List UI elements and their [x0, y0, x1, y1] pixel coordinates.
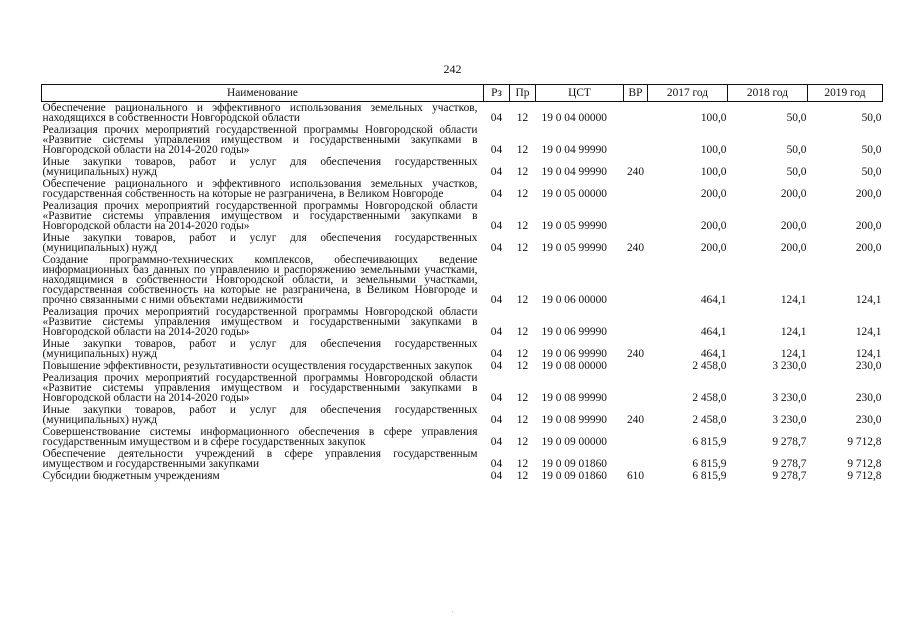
- cell-2017: 6 815,9: [692, 470, 727, 482]
- cell-pr: 12: [516, 242, 529, 254]
- table-body: [42, 102, 883, 483]
- cell-2017: 2 458,0: [692, 360, 727, 372]
- cell-cst: 19 0 05 99990: [541, 220, 607, 232]
- cell-2017: 200,0: [700, 242, 727, 254]
- cell-2017: 6 815,9: [692, 436, 727, 448]
- cell-rz: 04: [490, 294, 503, 306]
- cell-2018: 3 230,0: [772, 414, 807, 426]
- cell-rz: 04: [490, 144, 503, 156]
- cell-rz: 04: [490, 166, 503, 178]
- cell-2019: 50,0: [861, 144, 882, 156]
- cell-2017: 464,1: [700, 326, 727, 338]
- cell-rz: 04: [490, 242, 503, 254]
- footer-dot: [452, 611, 453, 612]
- cell-2017: 6 815,9: [692, 458, 727, 470]
- cell-cst: 19 0 05 00000: [541, 188, 607, 200]
- table-row: [42, 232, 883, 254]
- cell-pr: 12: [516, 294, 529, 306]
- cell-2017: 100,0: [700, 166, 727, 178]
- header-2017: 2017 год: [648, 85, 728, 102]
- cell-cst: 19 0 06 00000: [541, 294, 607, 306]
- cell-2019: 9 712,8: [847, 470, 882, 482]
- cell-rz: 04: [490, 470, 503, 482]
- cell-2017: 200,0: [700, 188, 727, 200]
- cell-vr: [624, 102, 648, 125]
- cell-2017: 2 458,0: [692, 392, 727, 404]
- cell-cst: 19 0 04 99990: [541, 166, 607, 178]
- cell-pr: 12: [516, 166, 529, 178]
- table-row: [42, 178, 883, 200]
- cell-cst: 19 0 09 01860: [541, 458, 607, 470]
- cell-vr: [624, 200, 648, 232]
- cell-rz: 04: [490, 112, 503, 124]
- header-2019: 2019 год: [808, 85, 883, 102]
- cell-cst: 19 0 09 01860: [541, 470, 607, 482]
- cell-vr: 240: [626, 242, 645, 254]
- cell-pr: 12: [516, 348, 529, 360]
- cell-name: Реализация прочих мероприятий государственной программы Новгородской области «Развитие системы управления имуществом и государственными закупками в Новгородской области на 2014-2020 годы»: [42, 372, 478, 404]
- cell-rz: 04: [490, 188, 503, 200]
- cell-2018: 3 230,0: [772, 392, 807, 404]
- cell-2018: 50,0: [786, 166, 807, 178]
- cell-2019: 230,0: [855, 392, 882, 404]
- cell-rz: 04: [490, 458, 503, 470]
- cell-cst: 19 0 05 99990: [541, 242, 607, 254]
- cell-pr: 12: [516, 414, 529, 426]
- cell-name: Обеспечение рационального и эффективного использования земельных участков, государственная собственность на которые не разграничена, в Великом Новгороде: [42, 178, 478, 200]
- budget-table: [41, 84, 883, 482]
- cell-name: Реализация прочих мероприятий государственной программы Новгородской области «Развитие системы управления имуществом и государственными закупками в Новгородской области на 2014-2020 годы»: [42, 124, 478, 156]
- cell-name: Иные закупки товаров, работ и услуг для обеспечения государственных (муниципальных) нужд: [42, 404, 478, 426]
- header-vr: ВР: [624, 85, 648, 102]
- cell-2017: 200,0: [700, 220, 727, 232]
- cell-2017: 464,1: [700, 294, 727, 306]
- table-row: [42, 426, 883, 448]
- cell-vr: 240: [626, 414, 645, 426]
- cell-rz: 04: [490, 392, 503, 404]
- cell-rz: 04: [490, 348, 503, 360]
- cell-2019: 230,0: [855, 360, 882, 372]
- table-row: [42, 156, 883, 178]
- cell-rz: 04: [490, 436, 503, 448]
- cell-pr: 12: [516, 392, 529, 404]
- cell-cst: 19 0 04 00000: [541, 112, 607, 124]
- cell-vr: [624, 306, 648, 338]
- cell-pr: 12: [516, 458, 529, 470]
- cell-2019: 200,0: [855, 220, 882, 232]
- table-row: [42, 254, 883, 306]
- cell-2018: 9 278,7: [772, 458, 807, 470]
- cell-pr: 12: [516, 220, 529, 232]
- cell-2019: 230,0: [855, 414, 882, 426]
- cell-2018: 9 278,7: [772, 470, 807, 482]
- cell-2019: 9 712,8: [847, 436, 882, 448]
- cell-2018: 124,1: [780, 348, 807, 360]
- cell-2018: 50,0: [786, 144, 807, 156]
- cell-name: Создание программно-технических комплексов, обеспечивающих ведение информационных баз данных по управлению и распоряжению земельными участками, находящимися в собственности Новгородской области, и земельными участками, государственная собственность на которые не разграничена, в Великом Новгороде и прочно связанными с ними объектами недвижимости: [42, 254, 478, 306]
- cell-cst: 19 0 09 00000: [541, 436, 607, 448]
- cell-name: Иные закупки товаров, работ и услуг для обеспечения государственных (муниципальных) нужд: [42, 232, 478, 254]
- table-row: [42, 470, 883, 482]
- cell-2017: 2 458,0: [692, 414, 727, 426]
- cell-rz: 04: [490, 220, 503, 232]
- cell-rz: 04: [490, 360, 503, 372]
- cell-2018: 124,1: [780, 294, 807, 306]
- page-number: 242: [443, 62, 462, 76]
- cell-name: Обеспечение деятельности учреждений в сфере управления государственным имуществом и государственными закупками: [42, 448, 478, 470]
- header-row: [42, 85, 883, 102]
- cell-cst: 19 0 04 99990: [541, 144, 607, 156]
- cell-name: Обеспечение рационального и эффективного использования земельных участков, находящихся в собственности Новгородской области: [42, 102, 478, 124]
- cell-rz: 04: [490, 414, 503, 426]
- cell-vr: 240: [626, 348, 645, 360]
- cell-2019: 50,0: [861, 166, 882, 178]
- header-rz: Рз: [484, 85, 510, 102]
- cell-2018: 200,0: [780, 242, 807, 254]
- cell-vr: 240: [626, 166, 645, 178]
- header-cst: ЦСТ: [536, 85, 624, 102]
- cell-2018: 200,0: [780, 188, 807, 200]
- cell-vr: [624, 124, 648, 156]
- cell-2017: 100,0: [700, 144, 727, 156]
- cell-2019: 200,0: [855, 188, 882, 200]
- header-name: Наименование: [42, 85, 484, 102]
- cell-vr: [624, 372, 648, 404]
- table-row: [42, 372, 883, 404]
- table-header: [42, 85, 883, 102]
- header-2018: 2018 год: [728, 85, 808, 102]
- cell-pr: 12: [516, 326, 529, 338]
- table-row: [42, 360, 883, 372]
- cell-vr: [624, 426, 648, 448]
- table-row: [42, 124, 883, 156]
- cell-vr: [624, 254, 648, 306]
- table-row: [42, 306, 883, 338]
- cell-cst: 19 0 08 00000: [541, 360, 607, 372]
- cell-name: Иные закупки товаров, работ и услуг для обеспечения государственных (муниципальных) нужд: [42, 156, 478, 178]
- table-row: [42, 200, 883, 232]
- cell-cst: 19 0 08 99990: [541, 414, 607, 426]
- cell-name: Иные закупки товаров, работ и услуг для обеспечения государственных (муниципальных) нужд: [42, 338, 478, 360]
- cell-name: Повышение эффективности, результативности осуществления государственных закупок: [42, 360, 473, 372]
- cell-2018: 50,0: [786, 112, 807, 124]
- cell-2018: 9 278,7: [772, 436, 807, 448]
- cell-vr: 610: [626, 470, 645, 482]
- cell-name: Реализация прочих мероприятий государственной программы Новгородской области «Развитие системы управления имуществом и государственными закупками в Новгородской области на 2014-2020 годы»: [42, 306, 478, 338]
- cell-2019: 200,0: [855, 242, 882, 254]
- cell-2018: 200,0: [780, 220, 807, 232]
- cell-cst: 19 0 06 99990: [541, 326, 607, 338]
- cell-name: Реализация прочих мероприятий государственной программы Новгородской области «Развитие системы управления имуществом и государственными закупками в Новгородской области на 2014-2020 годы»: [42, 200, 478, 232]
- cell-name: Совершенствование системы информационного обеспечения в сфере управления государственным имуществом и в сфере государственных закупок: [42, 426, 478, 448]
- cell-pr: 12: [516, 436, 529, 448]
- cell-2019: 9 712,8: [847, 458, 882, 470]
- cell-cst: 19 0 08 99990: [541, 392, 607, 404]
- cell-2019: 124,1: [855, 326, 882, 338]
- header-pr: Пр: [510, 85, 536, 102]
- cell-2019: 124,1: [855, 348, 882, 360]
- cell-pr: 12: [516, 360, 529, 372]
- cell-vr: [624, 178, 648, 200]
- cell-rz: 04: [490, 326, 503, 338]
- cell-2018: 3 230,0: [772, 360, 807, 372]
- cell-2018: 124,1: [780, 326, 807, 338]
- cell-2017: 464,1: [700, 348, 727, 360]
- cell-pr: 12: [516, 470, 529, 482]
- cell-2019: 124,1: [855, 294, 882, 306]
- cell-2019: 50,0: [861, 112, 882, 124]
- cell-2017: 100,0: [700, 112, 727, 124]
- cell-pr: 12: [516, 188, 529, 200]
- table-row: [42, 448, 883, 470]
- cell-cst: 19 0 06 99990: [541, 348, 607, 360]
- table-row: [42, 404, 883, 426]
- cell-vr: [624, 448, 648, 470]
- cell-name: Субсидии бюджетным учреждениям: [42, 470, 220, 482]
- table-row: [42, 102, 883, 125]
- table-row: [42, 338, 883, 360]
- cell-pr: 12: [516, 112, 529, 124]
- cell-vr: [624, 360, 648, 372]
- cell-pr: 12: [516, 144, 529, 156]
